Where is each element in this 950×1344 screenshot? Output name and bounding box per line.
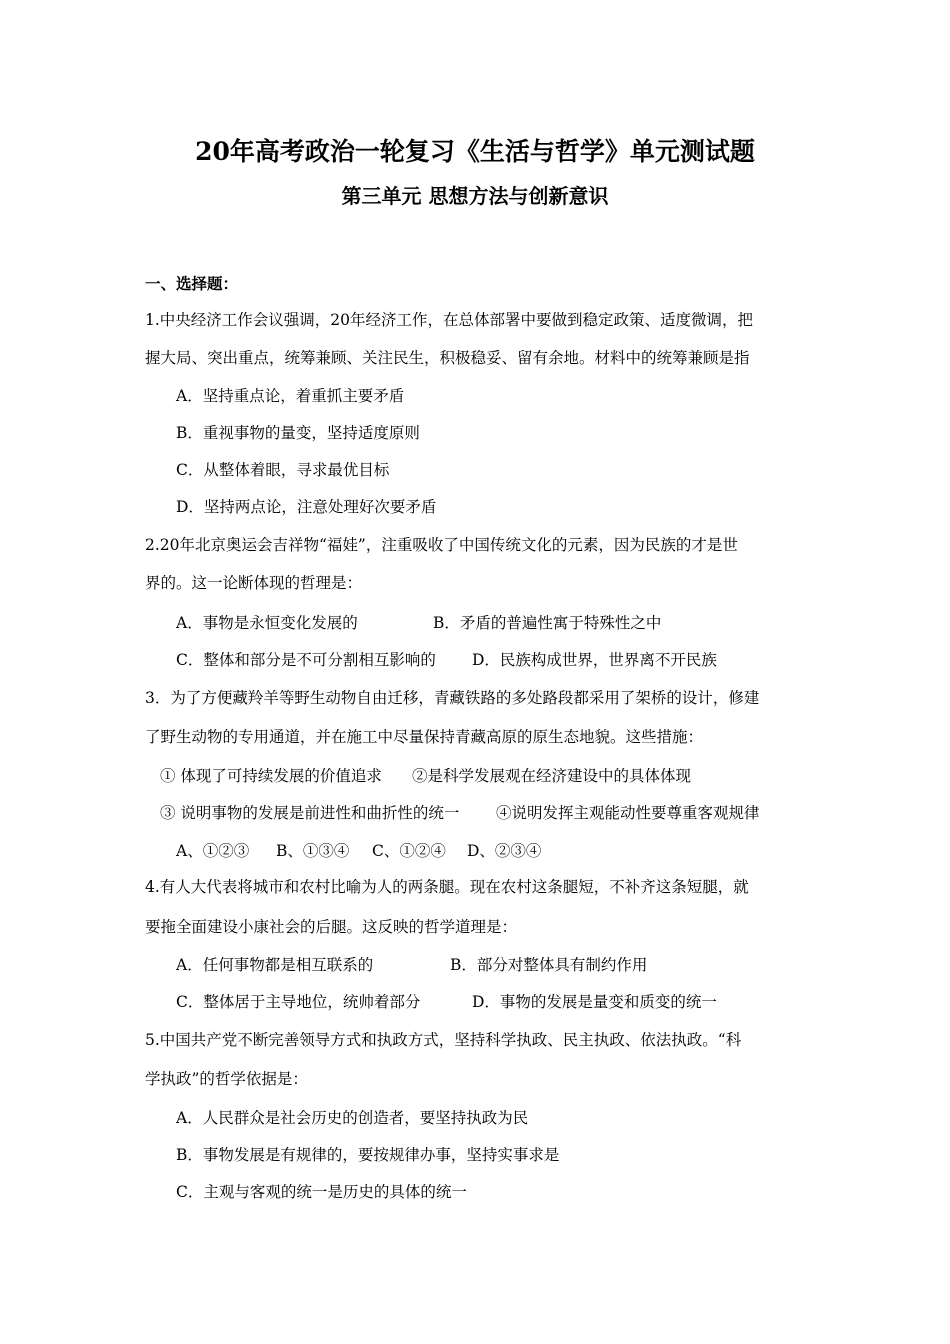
q3-statement-2: ②是科学发展观在经济建设中的具体体现 (412, 767, 692, 785)
q1-option-d: D．坚持两点论，注意处理好次要矛盾 (176, 498, 437, 516)
q5-stem-line-1: 5.中国共产党不断完善领导方式和执政方式，坚持科学执政、民主执政、依法执政。“科 (145, 1031, 742, 1049)
q3-stem-line-1: 3．为了方便藏羚羊等野生动物自由迁移，青藏铁路的多处路段都采用了架桥的设计，修建 (145, 689, 760, 707)
q3-stem-line-2: 了野生动物的专用通道，并在施工中尽量保持青藏高原的原生态地貌。这些措施： (145, 728, 704, 746)
q3-statement-3: ③ 说明事物的发展是前进性和曲折性的统一 (160, 804, 460, 822)
q2-stem-line-1: 2.20年北京奥运会吉祥物“福娃”，注重吸收了中国传统文化的元素，因为民族的才是世 (145, 536, 738, 554)
section-heading: 一、选择题： (145, 274, 239, 293)
q1-option-c: C．从整体着眼，寻求最优目标 (176, 461, 390, 479)
q3-option-a: A、①②③ (176, 842, 250, 860)
q5-option-b: B．事物发展是有规律的，要按规律办事，坚持实事求是 (176, 1146, 560, 1164)
document-subtitle: 第三单元 思想方法与创新意识 (341, 184, 609, 208)
q3-option-b: B、①③④ (276, 842, 350, 860)
q4-option-c: C．整体居于主导地位，统帅着部分 (176, 993, 421, 1011)
q2-option-a: A．事物是永恒变化发展的 (176, 614, 358, 632)
q3-option-c: C、①②④ (372, 842, 446, 860)
q4-stem-line-2: 要拖全面建设小康社会的后腿。这反映的哲学道理是： (145, 918, 518, 936)
q2-option-b: B．矛盾的普遍性寓于特殊性之中 (433, 614, 662, 632)
q3-statement-1: ① 体现了可持续发展的价值追求 (160, 767, 382, 785)
q4-option-a: A．任何事物都是相互联系的 (176, 956, 374, 974)
q2-option-c: C．整体和部分是不可分割相互影响的 (176, 651, 436, 669)
q4-stem-line-1: 4.有人大代表将城市和农村比喻为人的两条腿。现在农村这条腿短，不补齐这条短腿，就 (145, 878, 749, 896)
q1-option-b: B．重视事物的量变，坚持适度原则 (176, 424, 420, 442)
q1-stem-line-2: 握大局、突出重点，统筹兼顾、关注民生，积极稳妥、留有余地。材料中的统筹兼顾是指 (145, 349, 750, 367)
q4-option-d: D．事物的发展是量变和质变的统一 (472, 993, 717, 1011)
q5-stem-line-2: 学执政”的哲学依据是： (145, 1070, 308, 1088)
q5-option-a: A．人民群众是社会历史的创造者，要坚持执政为民 (176, 1109, 529, 1127)
q3-statement-4: ④说明发挥主观能动性要尊重客观规律 (496, 804, 760, 822)
q3-option-d: D、②③④ (467, 842, 542, 860)
q2-option-d: D．民族构成世界，世界离不开民族 (472, 651, 717, 669)
q4-option-b: B．部分对整体具有制约作用 (450, 956, 648, 974)
q5-option-c: C．主观与客观的统一是历史的具体的统一 (176, 1183, 467, 1201)
q1-stem-line-1: 1.中央经济工作会议强调，20年经济工作，在总体部署中要做到稳定政策、适度微调，把 (145, 311, 754, 329)
q1-option-a: A．坚持重点论，着重抓主要矛盾 (176, 387, 405, 405)
document-title: 20年高考政治一轮复习《生活与哲学》单元测试题 (195, 137, 755, 166)
q2-stem-line-2: 界的。这一论断体现的哲理是： (145, 574, 363, 592)
